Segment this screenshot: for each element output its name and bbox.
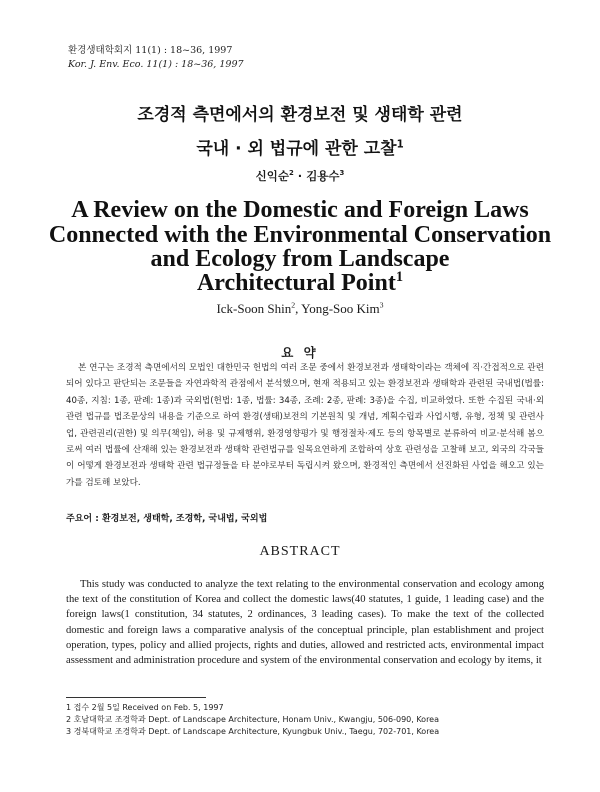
abstract-heading: ABSTRACT xyxy=(259,544,341,559)
author-ko-1: 신익순 xyxy=(255,169,289,183)
footnote-1: 1 접수 2월 5일 Received on Feb. 5, 1997 xyxy=(66,703,224,712)
author-en-1: Ick-Soon Shin xyxy=(216,301,292,316)
footnotes xyxy=(66,702,439,738)
summary-heading-ko: 요 약 xyxy=(281,345,319,360)
author-en-separator: , xyxy=(295,301,302,316)
author-ko-2-mark: 3 xyxy=(339,169,345,178)
authors-ko xyxy=(0,168,600,184)
footnote-3: 3 경북대학교 조경학과 Dept. of Landscape Architecture, Kyungbuk Univ., Taegu, 702-701, Korea xyxy=(66,727,440,736)
authors-en xyxy=(0,301,600,317)
title-ko-line1: 조경적 측면에서의 환경보전 및 생태학 관련 xyxy=(137,105,463,125)
journal-header xyxy=(68,44,244,72)
author-en-1-mark: 2 xyxy=(291,300,296,310)
footnote-divider xyxy=(66,697,206,698)
keywords: 주요어 : 환경보전, 생태학, 조경학, 국내법, 국외법 xyxy=(66,514,268,524)
author-en-2-mark: 3 xyxy=(379,300,384,310)
author-ko-separator: · xyxy=(293,169,307,183)
summary-body-ko: 본 연구는 조경적 측면에서의 모법인 대한민국 헌법의 여러 조문 중에서 환경보전과 생태학이라는 객체에 직·간접적으로 관련되어 있다고 판단되는 조문들을 자연과학적 관점에서 분석했으며, 현재 적용되고 있는 환경보전과 생태학과 관련된 국내법(법률: 40종, 지침: 1종, 판례: 1종)과 국외법(헌법: 1종, 법률: 34종, 조례: 2종, 판례: 3종)을 수집, 비교하였다. 또한 수집된 국내·외 관련 법규를 법조문상의 내용을 기준으로 하여 환경(생태)보전의 기본원칙 및 개념, 계획수립과 사업시행, 유형, 정책 및 관련사업, 관련권리(권한) 및 의무(책임), 허용 및 규제행위, 환경영향평가 및 행정절차·제도 등의 항목별로 분류하여 비교·분석해 봄으로써 여러 법률에 산재해 있는 환경보전과 생태학 관련법규를 일목요연하게 조합하여 상호 관련성을 고찰해 보고, 외국의 각국들이 어떻게 환경보전과 생태학 관련 법규정들을 타 분야로부터 독립시켜 왔으며, 환경적인 측면에서 선진화된 사업을 해오고 있는가를 검토해 보았다. xyxy=(66,363,544,488)
title-en-line1: A Review on the Domestic and Foreign Laws xyxy=(71,197,529,223)
title-ko-footnote-mark: 1 xyxy=(396,139,404,151)
title-en-line4 xyxy=(0,271,600,295)
footnote-2: 2 호남대학교 조경학과 Dept. of Landscape Architecture, Honam Univ., Kwangju, 506-090, Korea xyxy=(66,715,440,724)
author-en-2: Yong-Soo Kim xyxy=(301,301,380,316)
title-ko-line2-text: 국내 · 외 법규에 관한 고찰 xyxy=(196,139,397,159)
journal-citation-en: Kor. J. Env. Eco. 11(1) : 18~36, 1997 xyxy=(68,59,244,70)
journal-citation-ko: 환경생태학회지 11(1) : 18~36, 1997 xyxy=(68,45,233,56)
title-en-footnote-mark: 1 xyxy=(395,269,404,285)
title-en-line4-text: Architectural Point xyxy=(196,270,396,296)
title-en-line3: and Ecology from Landscape xyxy=(150,246,450,272)
abstract-body: This study was conducted to analyze the text relating to the environmental conservation and ecology among the text of the constitution of Korea and collect the domestic laws(40 statutes, 1 guide, 1 leading case) and the foreign laws(1 constitution, 34 statutes, 2 ordinances, 3 leading cases). To make the text of the collected domestic and foreign laws a comparative analysis of the conceptual principle, plan establishment and project operation, types, policy and allied projects, rights and duties, allowed and restricted acts, environmental impact assessment and administration procedure and system of the environmental conservation and ecology by items, it xyxy=(66,579,544,667)
author-ko-1-mark: 2 xyxy=(289,169,294,178)
title-en-line2: Connected with the Environmental Conservation xyxy=(48,222,552,248)
title-ko-line2 xyxy=(0,134,600,159)
author-ko-2: 김용수 xyxy=(306,169,340,183)
